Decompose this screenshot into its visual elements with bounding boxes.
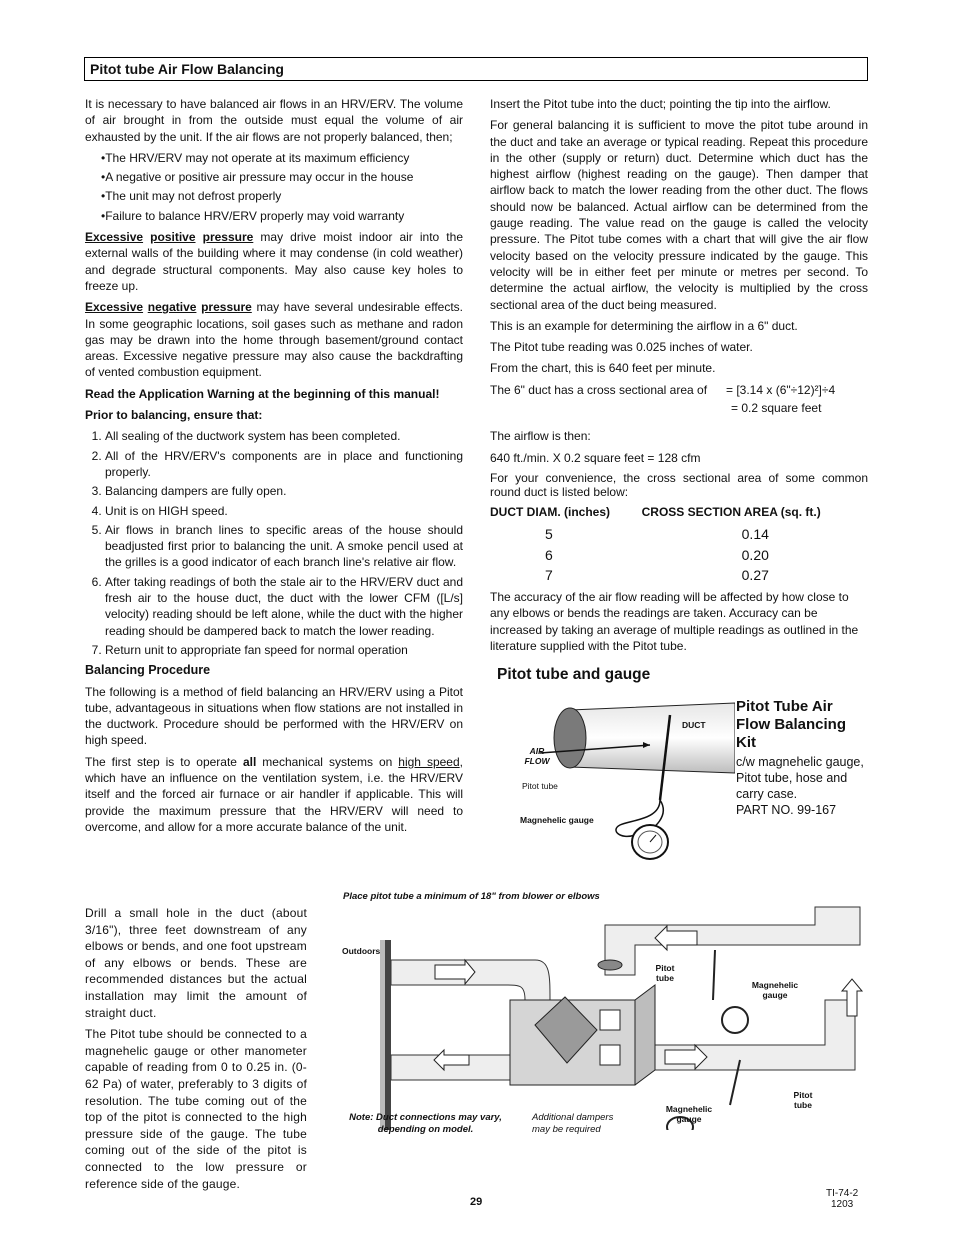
prior-steps-list xyxy=(85,428,463,658)
right-column xyxy=(490,96,868,659)
convenience-paragraph: For your convenience, the cross sectional area of some common round duct is listed below: xyxy=(490,470,868,499)
airflow-calculation: 640 ft./min. X 0.2 square feet = 128 cfm xyxy=(490,450,701,465)
section-header: Pitot tube Air Flow Balancing xyxy=(84,57,868,81)
page-number: 29 xyxy=(470,1196,483,1208)
first-step-paragraph: The first step is to operate all mechanical systems on high speed, which have an influence on the ventilation system, i.e. the HRV/ERV itself and the forced air furnace or air handler if applicable. This will provide the maximum pressure that the HRV/ERV will need to overcome, and allow for a more accurate balance of the unit. xyxy=(85,754,463,834)
example-paragraph: This is an example for determining the airflow in a 6" duct. xyxy=(490,318,798,333)
insert-paragraph: Insert the Pitot tube into the duct; pointing the tip into the airflow. xyxy=(490,97,831,111)
table-row: 5 0.14 xyxy=(545,526,769,543)
additional-dampers-note: Additional dampers may be required xyxy=(532,1112,614,1135)
list-item: 7. Return unit to appropriate fan speed for normal operation xyxy=(105,642,463,658)
magnehelic-gauge-label-bottom: Magnehelic gauge xyxy=(665,1104,713,1124)
air-flow-label: AIR FLOW xyxy=(524,746,550,766)
list-item: 3. Balancing dampers are fully open. xyxy=(105,483,463,499)
accuracy-paragraph: The accuracy of the air flow reading will be affected by how close to any elbows or bends the readings are taken. Accuracy can be increased by taking an average of multiple readings as outlined in the literature supplied with the Pitot tube. xyxy=(490,590,859,654)
reading-paragraph: The Pitot tube reading was 0.025 inches of water. xyxy=(490,340,753,355)
table-header: CROSS SECTION AREA (sq. ft.) xyxy=(641,504,821,519)
list-item: 6. After taking readings of both the stale air to the HRV/ERV duct and fresh air to the house duct, the duct with the lower CFM ([L/s] velocity) reading should be left alone, while the duct with the higher reading should be dampered back to match the lower reading. xyxy=(105,574,463,639)
general-paragraph: For general balancing it is sufficient to move the pitot tube around in the duct and take an average or typical reading. Repeat this procedure in the other (supply or return) duct. Determine which duct has the highest airflow (highest reading on the gauge). Then damper that airflow back to match the lower reading from the other duct. The flows should now be balanced. Actual airflow can be determined from the gauge reading. The value read on the gauge is called the velocity pressure. The Pitot tube comes with a chart that will give the air flow velocity based on the velocity pressure indicated by the gauge. This velocity will be in either feet per minute or metres per second. To determine the actual airflow, the velocity is multiplied by the cross sectional area of the duct being measured. xyxy=(490,118,868,312)
list-item: • The HRV/ERV may not operate at its maximum efficiency xyxy=(101,150,463,166)
drill-paragraph: Drill a small hole in the duct (about 3/16"), three feet downstream of any elbows or bends, and one foot upstream of any elbows or bends. These are recommended distances but the actual installation may limit the amount of straight duct. xyxy=(85,906,307,1020)
procedure-paragraph: The following is a method of field balancing an HRV/ERV using a Pitot tube, advantageous in situations when flow stations are not installed in the ductwork. Procedure should be performed with the HRV/ERV on high speed. xyxy=(85,684,463,748)
negative-pressure-paragraph: Excessive negative pressure may have several undesirable effects. In some geographic locations, soil gases such as methane and radon gas may be drawn into the home through basement/ground contact areas. Excessive negative pressure may also cause the backdrafting of vented combustion equipment. xyxy=(85,300,463,380)
area-equation: The 6" duct has a cross sectional area of = [3.14 x (6"÷12)²]÷4 xyxy=(490,382,836,397)
table-row: 7 0.27 xyxy=(545,566,769,583)
duct-area-table xyxy=(490,504,868,585)
duct-connections-note: Note: Duct connections may vary, depending on model. xyxy=(349,1112,502,1135)
table-header: DUCT DIAM. (inches) xyxy=(490,504,610,519)
airflow-label: The airflow is then: xyxy=(490,429,591,444)
placement-note: Place pitot tube a minimum of 18" from blower or elbows xyxy=(343,891,600,902)
kit-description xyxy=(736,698,866,818)
table-row: 6 0.20 xyxy=(545,546,769,563)
connect-paragraph: The Pitot tube should be connected to a magnehelic gauge or other manometer capable of reading from 0 to 0.25 in. (0-62 Pa) of water, preferably to 3 digits of resolution. The tube coming out of the top of the pitot is connected to the high pressure side of the gauge. The tube coming out of the side of the pitot is connected to the low pressure or reference side of the gauge. xyxy=(85,1027,307,1191)
outdoors-label: Outdoors xyxy=(342,946,381,956)
chart-paragraph: From the chart, this is 640 feet per minute. xyxy=(490,361,716,376)
intro-paragraph: It is necessary to have balanced air flows in an HRV/ERV. The volume of air brought in from the outside must equal the volume of air exhausted by the unit. If the air flows are not properly balanced, then; xyxy=(85,97,463,144)
magnehelic-gauge-label-top: Magnehelic gauge xyxy=(751,980,799,1000)
pitot-tube-label-top: Pitot tube xyxy=(655,963,675,983)
balancing-procedure-heading: Balancing Procedure xyxy=(85,663,211,678)
kit-details: c/w magnehelic gauge, Pitot tube, hose and carry case. xyxy=(736,755,864,801)
list-item: • A negative or positive air pressure may occur in the house xyxy=(101,169,463,185)
consequence-list xyxy=(85,150,463,224)
kit-part-number: PART NO. 99-167 xyxy=(736,803,837,817)
pitot-tube-label: Pitot tube xyxy=(522,781,558,791)
figure-title: Pitot tube and gauge xyxy=(497,666,651,683)
document-id: TI-74-2 1203 xyxy=(826,1188,859,1210)
pitot-tube-label-bottom: Pitot tube xyxy=(793,1090,813,1110)
positive-pressure-paragraph: Excessive positive pressure may drive moist indoor air into the external walls of the building where it may condense (in cold weather) and degrade structural components. May also cause key holes to freeze up. xyxy=(85,230,463,293)
duct-label: DUCT xyxy=(682,720,706,730)
list-item: • The unit may not defrost properly xyxy=(101,188,463,204)
narrow-text-column xyxy=(85,905,307,1197)
list-item: • Failure to balance HRV/ERV properly may void warranty xyxy=(101,208,463,224)
kit-title: Pitot Tube Air Flow Balancing Kit xyxy=(736,698,847,751)
list-item: 4. Unit is on HIGH speed. xyxy=(105,503,463,519)
left-column xyxy=(85,96,463,835)
list-item: 5. Air flows in branch lines to specific areas of the house should beadjusted first prior to balancing the unit. A smoke pencil used at the grilles is a good indicator of each branch line's relative air flow. xyxy=(105,522,463,571)
list-item: 2. All of the HRV/ERV's components are in place and functioning properly. xyxy=(105,448,463,481)
area-result: = 0.2 square feet xyxy=(731,401,822,416)
warning-text: Read the Application Warning at the beginning of this manual! xyxy=(85,386,440,401)
prior-heading: Prior to balancing, ensure that: xyxy=(85,408,263,423)
magnehelic-gauge-label: Magnehelic gauge xyxy=(520,815,594,825)
list-item: 1. All sealing of the ductwork system has been completed. xyxy=(105,428,463,444)
